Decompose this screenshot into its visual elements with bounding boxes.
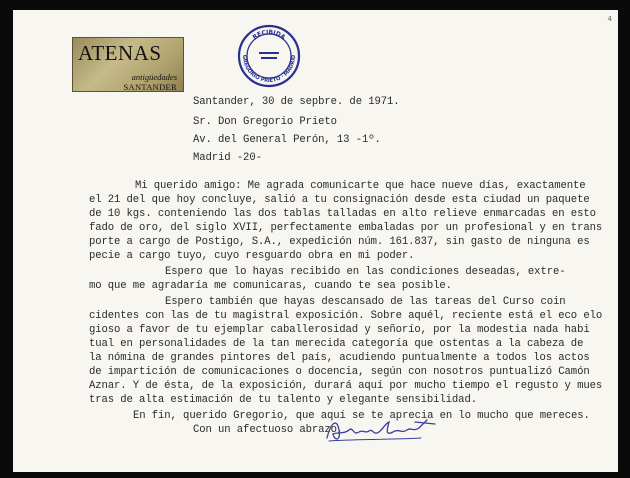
letter-recipient: Sr. Don Gregorio Prieto (193, 116, 337, 128)
body-line: fado de oro, del siglo XVII, perfectamente embaladas por un profesional y en trans (89, 222, 603, 234)
letter-page (13, 10, 618, 472)
letter-address: Av. del General Perón, 13 -1º. (193, 134, 381, 146)
body-line: cidentes con las de tu magistral exposición. Sobre aquél, reciente está el eco elo (89, 310, 603, 322)
body-line: mo que me agradaría me comunicaras, cuando te sea posible. (89, 280, 452, 292)
page-number: 4 (607, 15, 612, 23)
body-line: gioso a favor de tu ejemplar caballerosidad y señorío, por la modestia nada habi (89, 324, 590, 336)
body-line: porte a cargo de Postigo, S.A., expedición núm. 161.837, sin gasto de ninguna es (89, 236, 590, 248)
body-line: el 21 del que hoy concluye, salió a tu consignación desde esta ciudad un paquete (89, 194, 590, 206)
letter-city: Madrid -20- (193, 152, 262, 164)
body-line: de 10 kgs. conteniendo las dos tablas talladas en alto relieve enmarcadas en esto (89, 208, 596, 220)
body-line: tras de alta estimación de tu talento y elegante sensibilidad. (89, 394, 477, 406)
body-line: Espero también que hayas descansado de las tareas del Curso coin (165, 296, 566, 308)
label-city: SANTANDER (123, 82, 177, 92)
letter-text (13, 10, 618, 472)
label-title: ATENAS (78, 41, 162, 65)
body-line: la nómina de grandes pintores del país, acudiendo puntualmente a todos los actos (89, 352, 590, 364)
body-line: Mi querido amigo: Me agrada comunicarte que hace nueve días, exactamente (135, 180, 586, 192)
stamp-top-text: RECIBIDA (251, 28, 287, 42)
body-line: tual en personalidades de la tan merecida categoría que ostentas a la cabeza de (89, 338, 584, 350)
body-line: de impartición de comunicaciones o docencia, según con nosotros puntualizó Camón (89, 366, 590, 378)
body-line: Aznar. Y de ésta, de la exposición, durará aquí por mucho tiempo el regusto y mues (89, 380, 603, 392)
body-line: Espero que lo hayas recibido en las condiciones deseadas, extre- (165, 266, 566, 278)
label-subtitle: antigüedades (131, 72, 177, 82)
letter-date: Santander, 30 de sepbre. de 1971. (193, 96, 400, 108)
closing-line: Con un afectuoso abrazo, (193, 424, 344, 436)
handwritten-signature (323, 412, 443, 446)
body-line: pecie a cargo tuyo, cuyo resguardo obra en mi poder. (89, 250, 415, 262)
body-line: En fin, querido Gregorio, que aquí se te aprecia en lo mucho que mereces. (133, 410, 590, 422)
stamp-bottom-text: GREGORIO PRIETO · MADRID (240, 54, 298, 85)
